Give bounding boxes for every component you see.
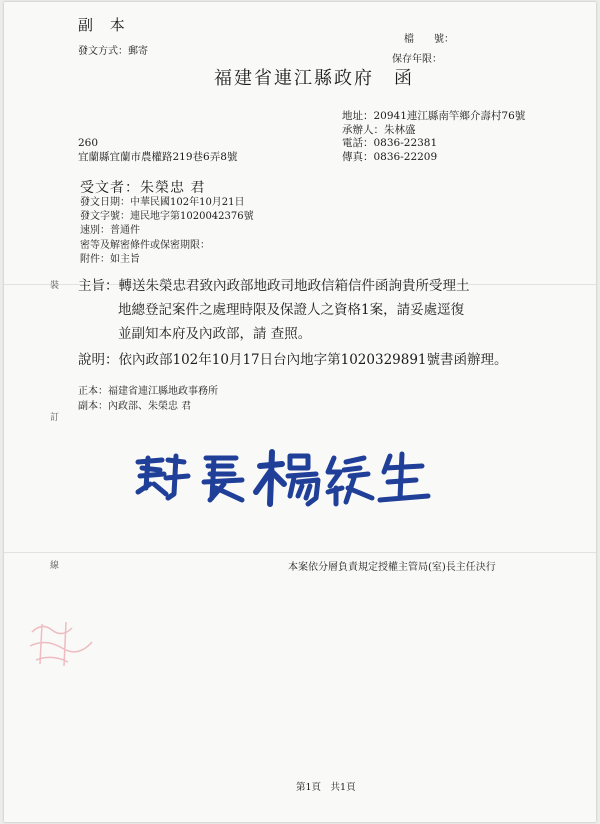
document-metadata — [80, 196, 254, 267]
secrecy-level: 密等及解密條件或保密期限： — [80, 239, 210, 251]
faded-seal-stamp — [22, 612, 112, 672]
fax-number: 傳真：0836-22209 — [342, 150, 438, 163]
magistrate-signature — [132, 448, 432, 508]
subject-paragraph — [78, 274, 470, 346]
binding-mark-top: 裝 — [50, 281, 60, 291]
subject-line: 主旨：轉送朱榮忠君致內政部地政司地政信箱信件函詢貴所受理土 — [78, 278, 470, 294]
retention-period-label: 保存年限： — [392, 54, 442, 65]
binding-mark-middle: 訂 — [50, 413, 60, 423]
sender-address: 地址：20941連江縣南竿鄉介壽村76號 — [342, 110, 526, 122]
cc-recipients: 副本：內政部、朱榮忠 君 — [78, 401, 192, 412]
subject-line: 地總登記案件之處理時限及保證人之資格1案，請妥處逕復 — [118, 302, 465, 318]
addressee-address: 宜蘭縣宜蘭市農權路219巷6弄8號 — [78, 151, 238, 163]
postal-code: 260 — [78, 137, 99, 149]
fold-line — [4, 552, 596, 553]
phone-number: 電話：0836-22381 — [342, 137, 438, 149]
delivery-speed: 速別：普通件 — [80, 225, 140, 237]
sender-contact — [342, 110, 525, 164]
delegation-note: 本案依分層負責規定授權主管局(室)長主任決行 — [288, 562, 496, 573]
explanation: 說明：依內政部102年10月17日台內地字第1020329891號書函辦理。 — [78, 352, 508, 368]
document-page — [4, 2, 596, 822]
copy-recipients — [78, 384, 218, 414]
recipient: 受文者：朱榮忠 君 — [80, 180, 206, 196]
attachment: 附件：如主旨 — [80, 253, 140, 265]
addressee-block — [78, 136, 237, 164]
send-method: 發文方式：郵寄 — [78, 46, 148, 57]
file-number-label: 檔 號： — [404, 34, 454, 45]
document-title: 福建省連江縣政府 函 — [214, 68, 414, 89]
issue-date: 發文日期：中華民國102年10月21日 — [80, 197, 245, 208]
copy-mark: 副 本 — [78, 16, 131, 34]
handler-name: 承辦人：朱林盛 — [342, 123, 416, 136]
binding-mark-bottom: 線 — [50, 561, 60, 571]
main-recipient: 正本：福建省連江縣地政事務所 — [78, 386, 218, 397]
page-number: 第1頁 共1頁 — [296, 782, 356, 793]
subject-line: 並副知本府及內政部，請 查照。 — [118, 326, 312, 342]
document-number: 發文字號：連民地字第1020042376號 — [80, 211, 254, 223]
